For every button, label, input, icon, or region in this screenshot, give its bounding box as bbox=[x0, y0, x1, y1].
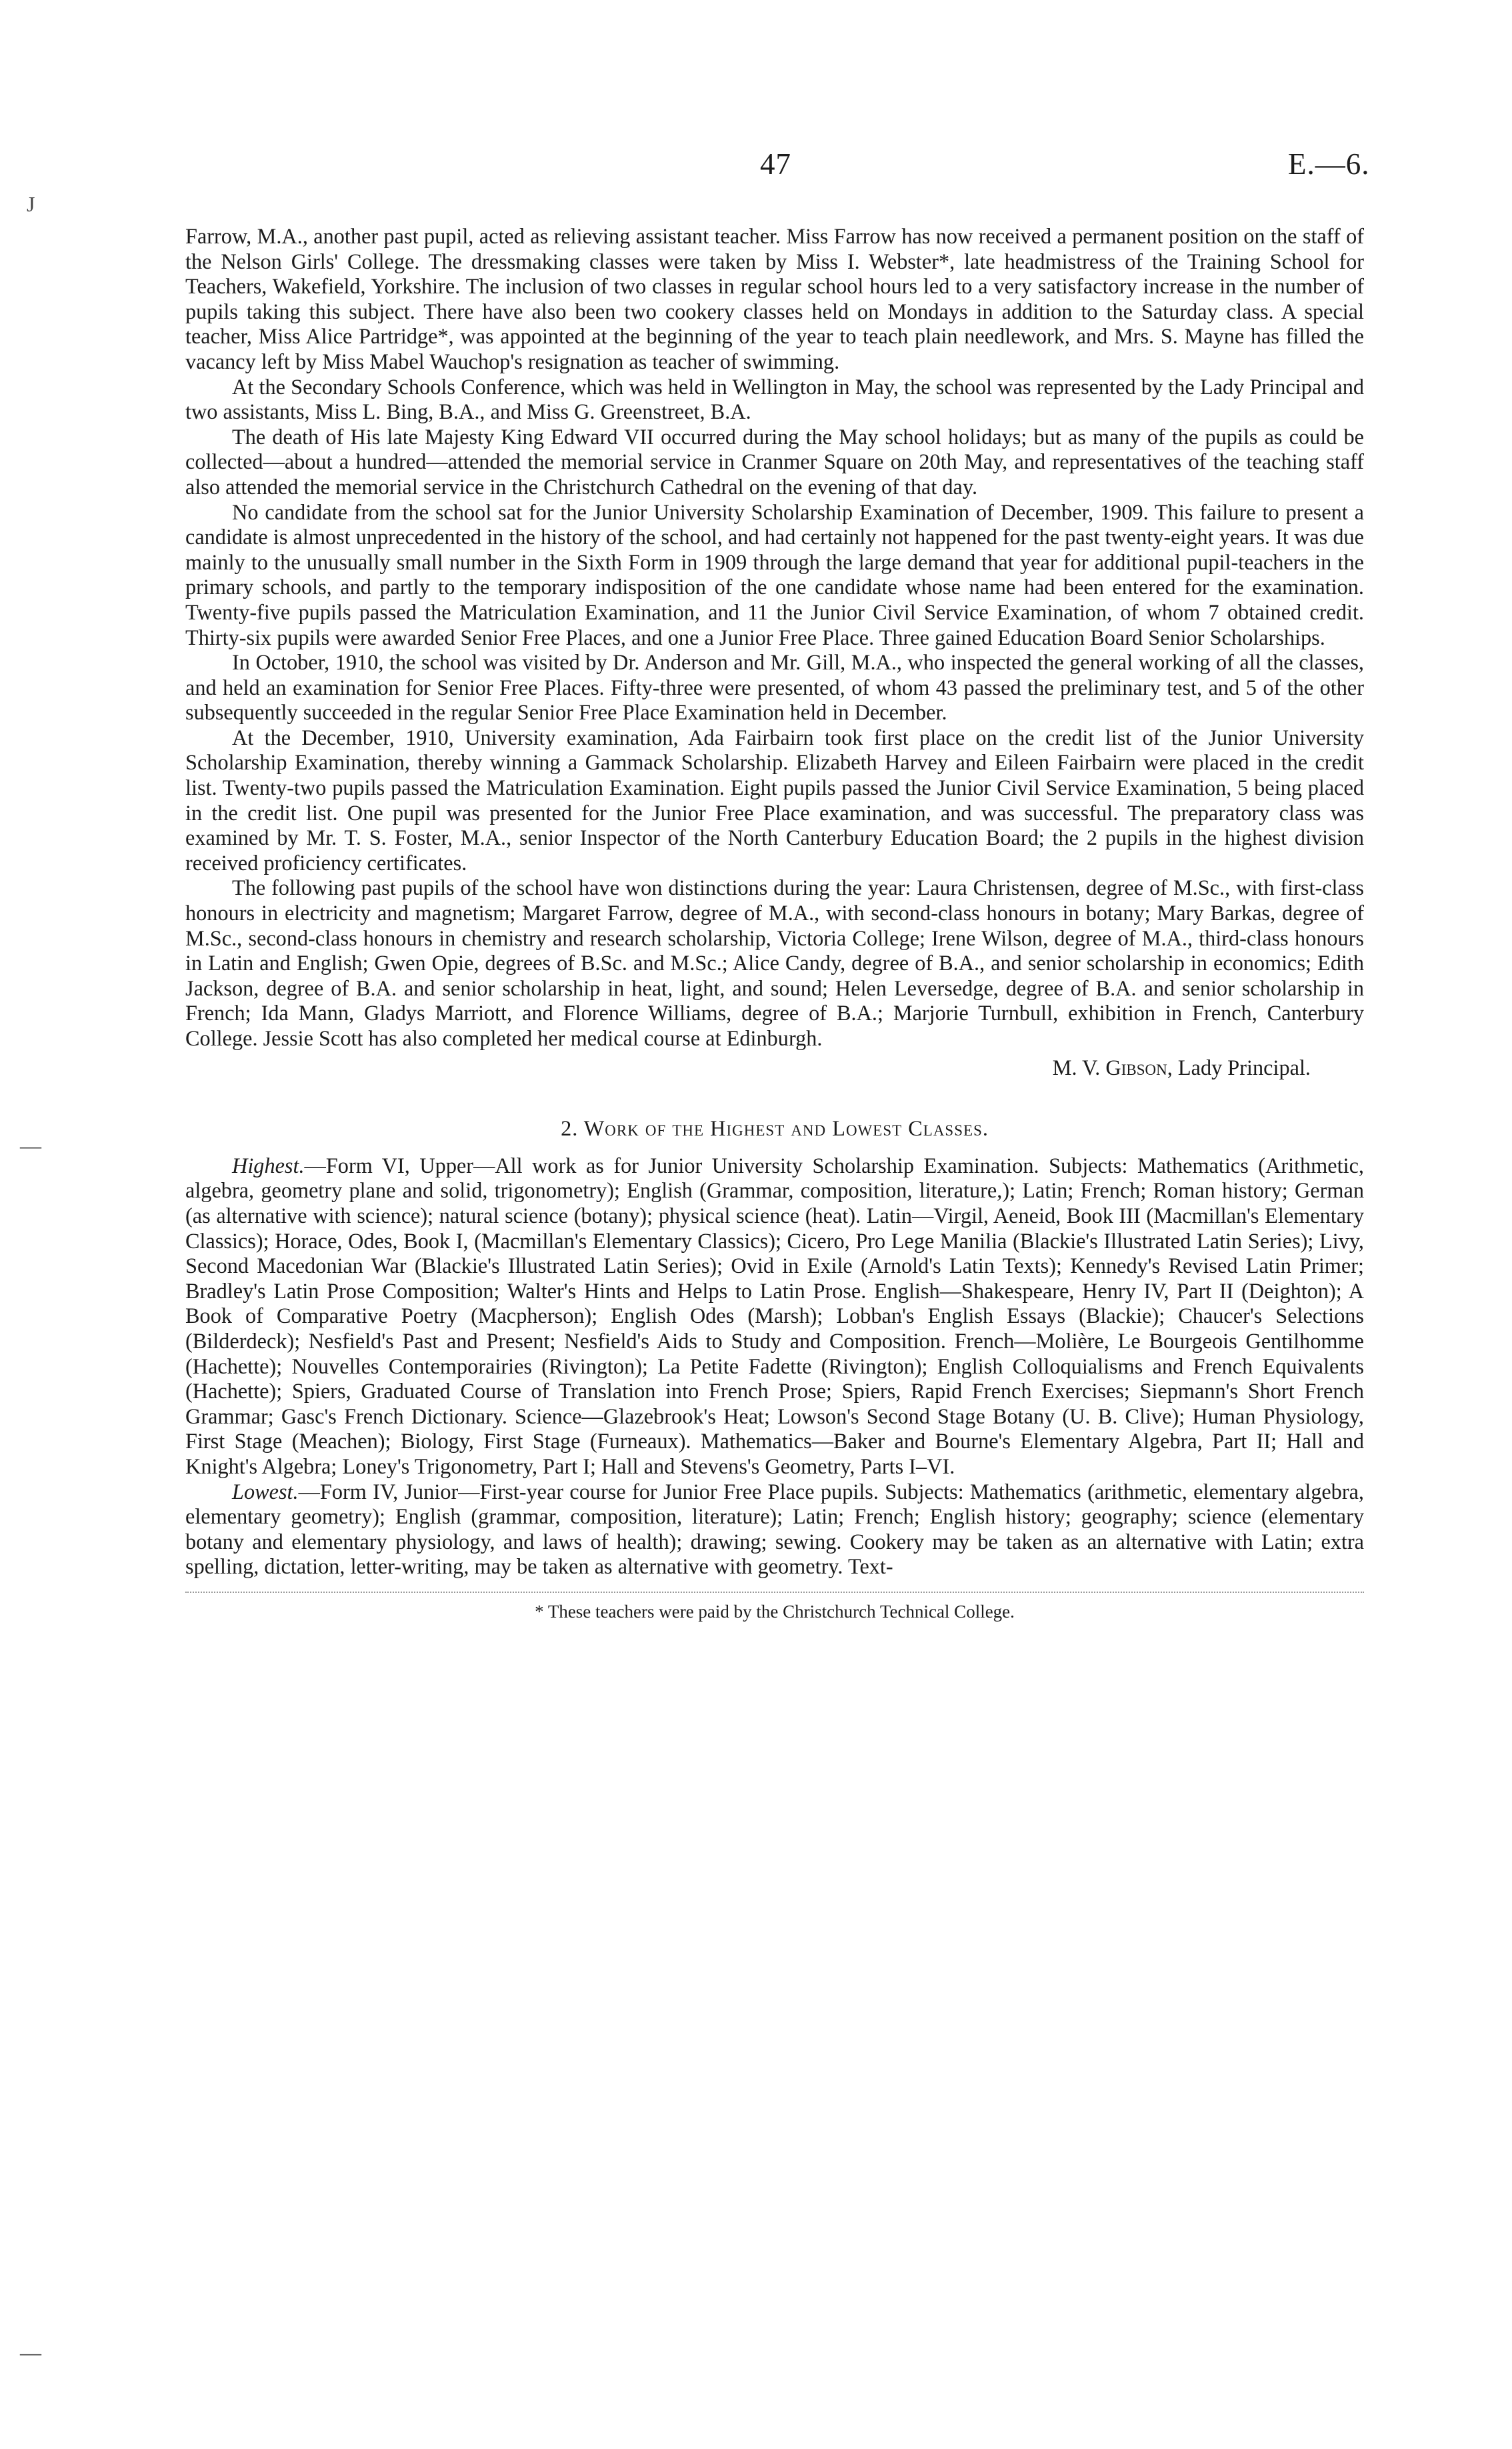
footnote-divider bbox=[185, 1592, 1364, 1593]
document-code: E.—6. bbox=[1288, 147, 1370, 181]
paragraph-continuation: Farrow, M.A., another past pupil, acted as relieving assistant teacher. Miss Farrow has now received a permanent position on the staff of the Nelson Girls' College. The dressmaking classes were taken by Miss I. Webster*, late headmistress of the Training School for Teachers, Wakefield, Yorkshire. The inclusion of two classes in regular school hours led to a very satisfactory increase in the number of pupils taking this subject. There have also been two cookery classes held on Mondays in addition to the Saturday class. A special teacher, Miss Alice Partridge*, was appointed at the beginning of the year to teach plain needlework, and Mrs. S. Mayne has filled the vacancy left by Miss Mabel Wauchop's resignation as teacher of swimming. bbox=[185, 224, 1364, 373]
signature-title: Lady Principal. bbox=[1177, 1055, 1311, 1079]
page-body bbox=[185, 224, 1364, 1624]
paragraph-inspection-1910: In October, 1910, the school was visited by Dr. Anderson and Mr. Gill, M.A., who inspected the general working of all the classes, and held an examination for Senior Free Places. Fifty-three were presented, of whom 43 passed the preliminary test, and 5 of the other subsequently succeeded in the regular Senior Free Place Examination held in December. bbox=[185, 650, 1364, 725]
lowest-text: —Form IV, Junior—First-year course for Junior Free Place pupils. Subjects: Mathematics (arithmetic, elementary algebra, elementary geometry); English (grammar, composition, literature); Latin; French; English history; geography; science (elementary botany and elementary physiology, and laws of health); drawing; sewing. Cookery may be taken as an alternative with Latin; extra spelling, dictation, letter-writing, may be taken as alternative with geometry. Text- bbox=[185, 1479, 1364, 1579]
paragraph-king-edward: The death of His late Majesty King Edward VII occurred during the May school holidays; but as many of the pupils as could be collected—about a hundred—attended the memorial service in Cranmer Square on 20th May, and representatives of the teaching staff also attended the memorial service in the Christchurch Cathedral on the evening of that day. bbox=[185, 424, 1364, 499]
signature-name: M. V. Gibson, bbox=[1052, 1055, 1173, 1079]
section-title: 2. Work of the Highest and Lowest Classes. bbox=[561, 1116, 989, 1141]
paragraph-highest-class bbox=[185, 1153, 1364, 1480]
signature bbox=[185, 1055, 1311, 1081]
margin-mark-top: J bbox=[27, 192, 35, 216]
highest-lead: Highest. bbox=[232, 1153, 305, 1177]
margin-mark-middle: — bbox=[20, 1133, 41, 1157]
paragraph-past-pupil-distinctions: The following past pupils of the school have won distinctions during the year: Laura Christensen, degree of M.Sc., with first-class honours in electricity and magnetism; Margaret Farrow, degree of M.A., with second-class honours in botany; Mary Barkas, degree of M.Sc., second-class honours in chemistry and research scholarship, Victoria College; Irene Wilson, degree of M.A., third-class honours in Latin and English; Gwen Opie, degrees of B.Sc. and M.Sc.; Alice Candy, degree of B.A., and senior scholarship in economics; Edith Jackson, degree of B.A. and senior scholarship in heat, light, and sound; Helen Leversedge, degree of B.A. and senior scholarship in French; Ida Mann, Gladys Marriott, and Florence Williams, degree of B.A.; Marjorie Turnbull, exhibition in French, Canterbury College. Jessie Scott has also completed her medical course at Edinburgh. bbox=[185, 875, 1364, 1050]
page-number: 47 bbox=[760, 147, 791, 181]
highest-text: —Form VI, Upper—All work as for Junior University Scholarship Examination. Subjects: Mathematics (Arithmetic, algebra, geometry plane and solid, trigonometry); English (Grammar, composition, literature,); Latin; French; Roman history; German (as alternative with science); natural science (botany); physical science (heat). Latin—Virgil, Aeneid, Book III (Macmillan's Elementary Classics); Horace, Odes, Book I, (Macmillan's Elementary Classics); Cicero, Pro Lege Manilia (Blackie's Illustrated Latin Series); Livy, Second Macedonian War (Blackie's Illustrated Latin Series); Ovid in Exile (Arnold's Latin Texts); Kennedy's Revised Latin Primer; Bradley's Latin Prose Composition; Walter's Hints and Helps to Latin Prose. English—Shakespeare, Henry IV, Part II (Deighton); A Book of Comparative Poetry (Macpherson); English Odes (Marsh); Lobban's English Essays (Blackie); Chaucer's Selections (Bilderdeck); Nesfield's Past and Present; Nesfield's Aids to Study and Composition. French—Molière, Le Bourgeois Gentilhomme (Hachette); Nouvelles Contemporairies (Rivington); La Petite Fadette (Rivington); English Colloquialisms and French Equivalents (Hachette); Spiers, Graduated Course of Translation into French Prose; Spiers, Rapid French Exercises; Siepmann's Short French Grammar; Gasc's French Dictionary. Science—Glazebrook's Heat; Lowson's Second Stage Botany (U. B. Clive); Human Physiology, First Stage (Meachen); Biology, First Stage (Furneaux). Mathematics—Baker and Bourne's Elementary Algebra, Part II; Hall and Knight's Algebra; Loney's Trigonometry, Part I; Hall and Stevens's Geometry, Parts I–VI. bbox=[185, 1153, 1364, 1478]
margin-mark-bottom: — bbox=[20, 2340, 41, 2364]
footnote: * These teachers were paid by the Christchurch Technical College. bbox=[535, 1601, 1015, 1622]
paragraph-exam-results-1910: At the December, 1910, University examination, Ada Fairbairn took first place on the credit list of the Junior University Scholarship Examination, thereby winning a Gammack Scholarship. Elizabeth Harvey and Eileen Fairbairn were placed in the credit list. Twenty-two pupils passed the Matriculation Examination. Eight pupils passed the Junior Civil Service Examination, 5 being placed in the credit list. One pupil was presented for the Junior Free Place examination, and was successful. The preparatory class was examined by Mr. T. S. Foster, M.A., senior Inspector of the North Canterbury Education Board; the 2 pupils in the highest division received proficiency certificates. bbox=[185, 725, 1364, 875]
paragraph-lowest-class bbox=[185, 1480, 1364, 1580]
paragraph-conference: At the Secondary Schools Conference, which was held in Wellington in May, the school was represented by the Lady Principal and two assistants, Miss L. Bing, B.A., and Miss G. Greenstreet, B.A. bbox=[185, 374, 1364, 424]
lowest-lead: Lowest. bbox=[232, 1479, 299, 1504]
paragraph-scholarship-1909: No candidate from the school sat for the Junior University Scholarship Examination of December, 1909. This failure to present a candidate is almost unprecedented in the history of the school, and had certainly not happened for the past twenty-eight years. It was due mainly to the unusually small number in the Sixth Form in 1909 through the large demand that year for additional pupil-teachers in the primary schools, and partly to the temporary indisposition of the one candidate whose name had been entered for the examination. Twenty-five pupils passed the Matriculation Examination, and 11 the Junior Civil Service Examination, of whom 7 obtained credit. Thirty-six pupils were awarded Senior Free Places, and one a Junior Free Place. Three gained Education Board Senior Scholarships. bbox=[185, 499, 1364, 649]
